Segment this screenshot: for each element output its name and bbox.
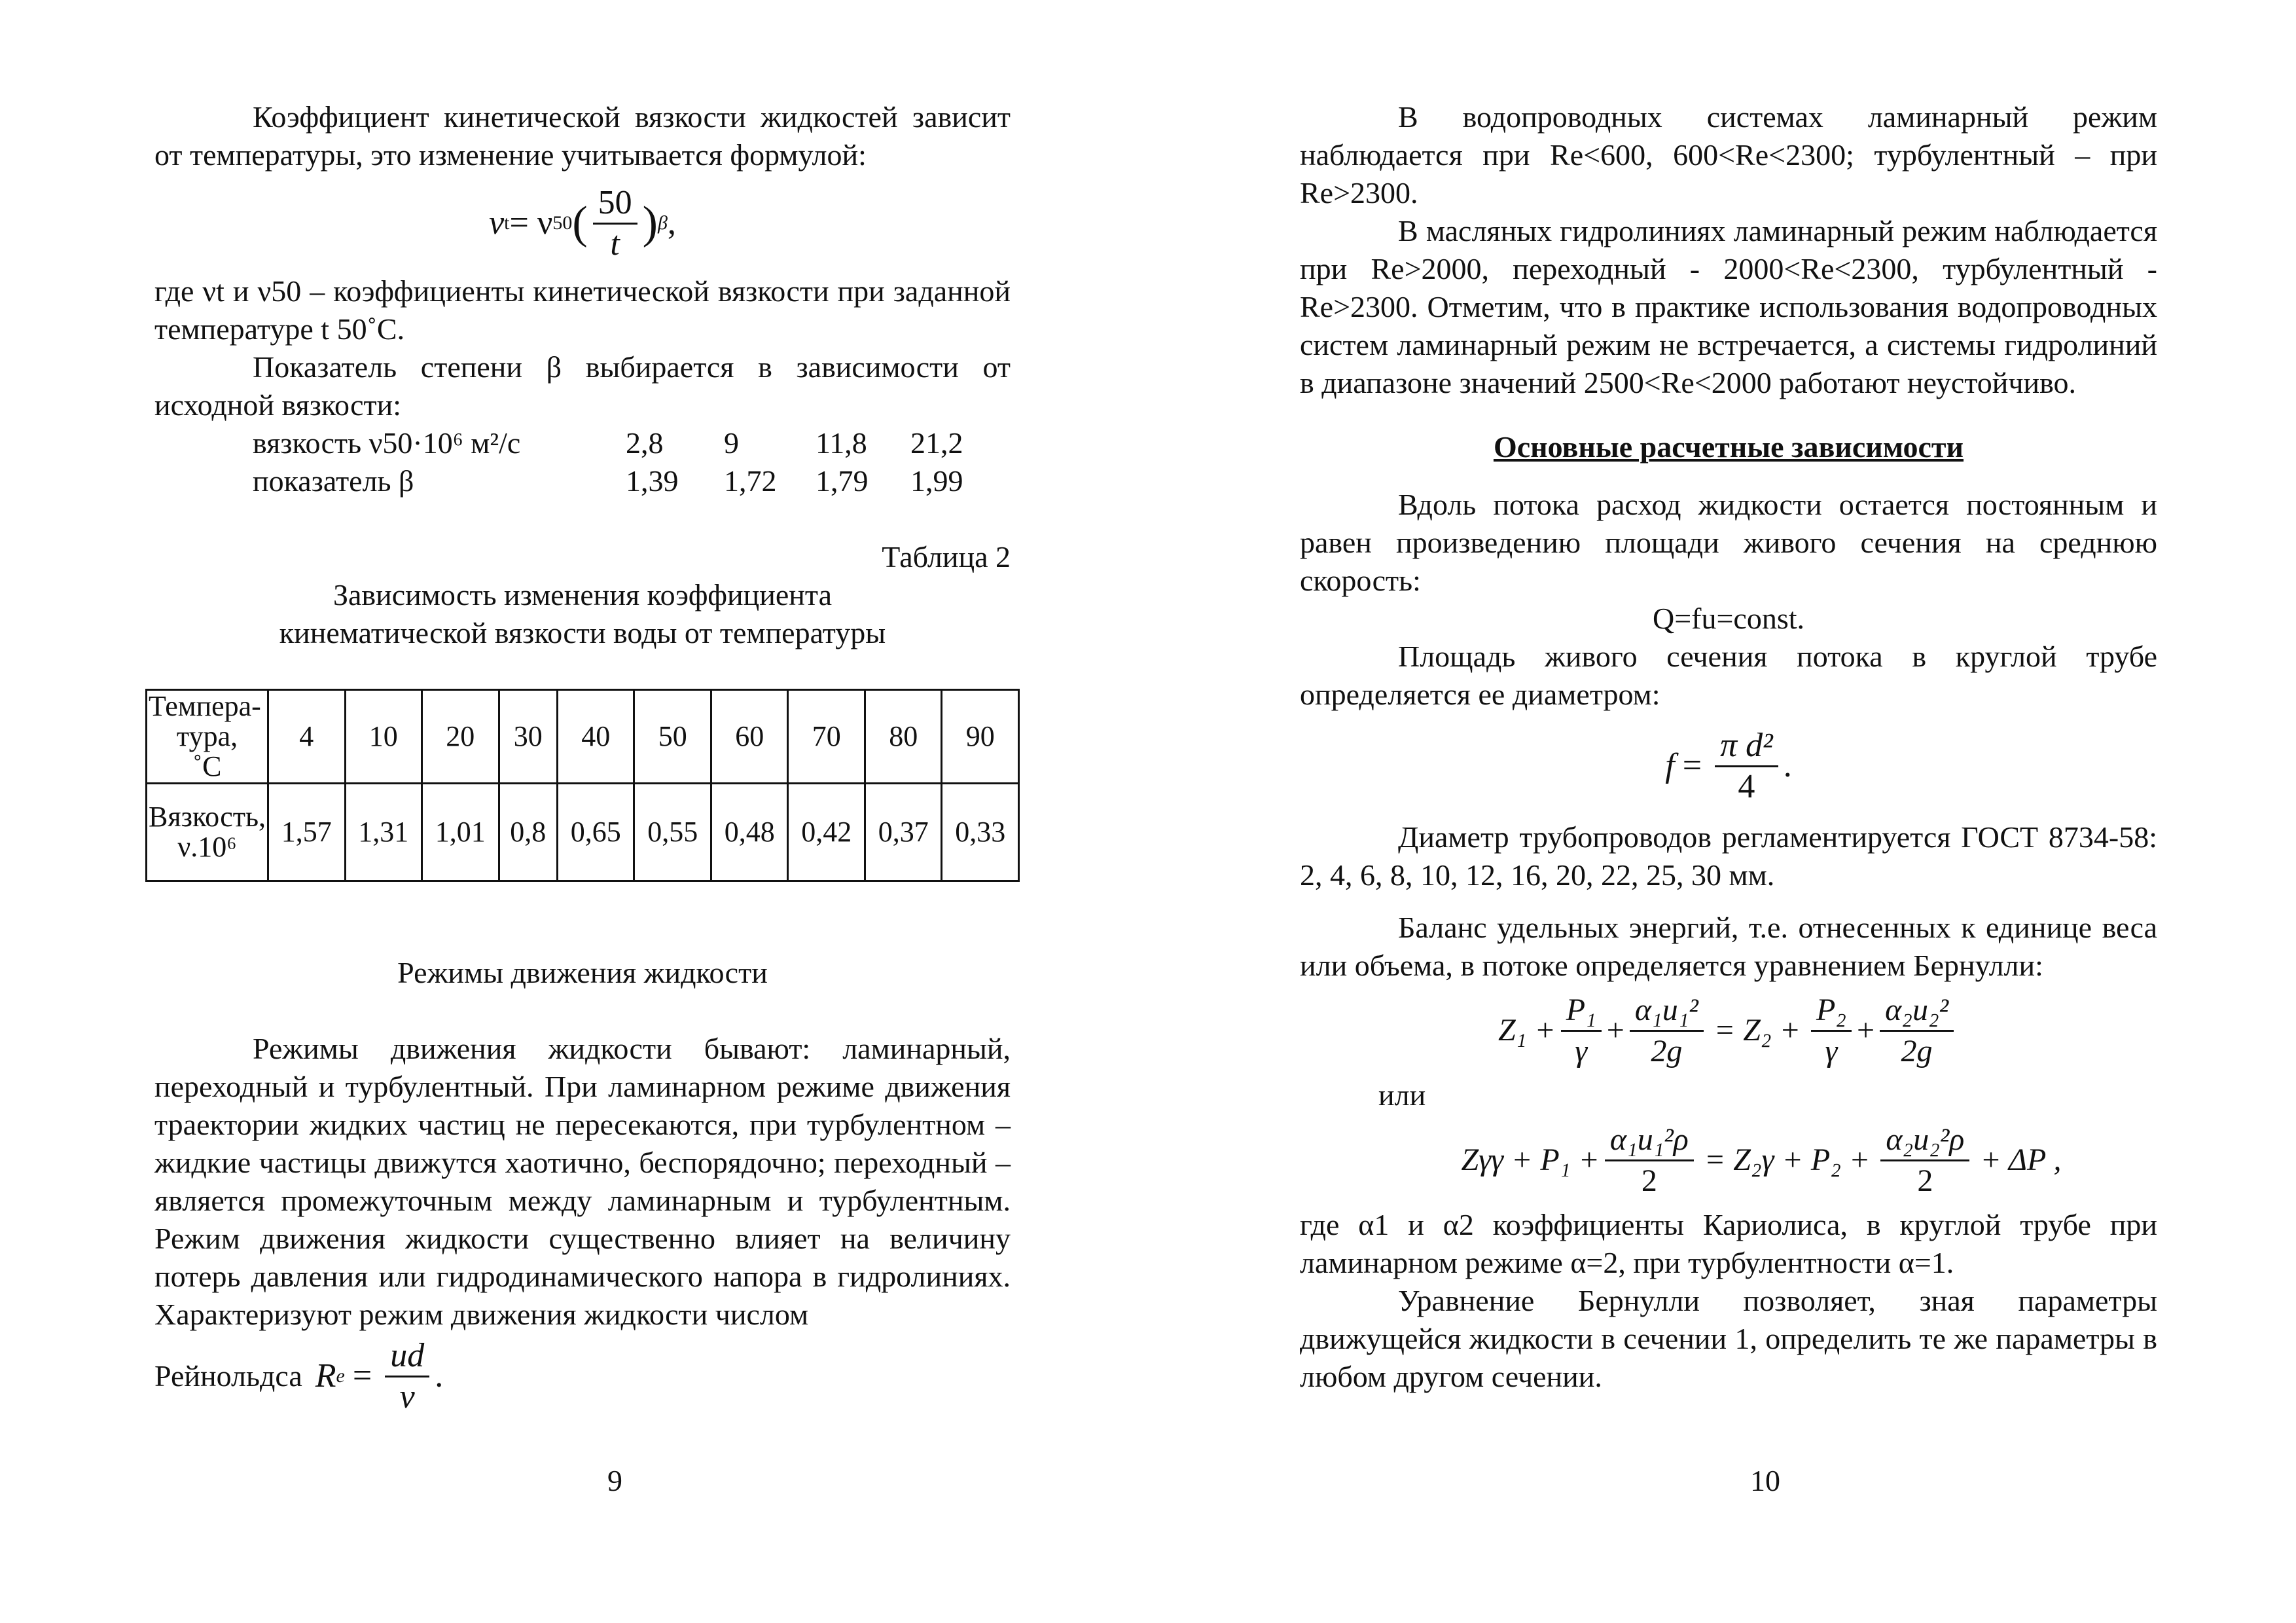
paragraph-water-systems: В водопроводных системах ламинарный режим наблюдается при Re<600, 600<Re<2300; турбулентный – при Re>2300. — [1300, 100, 2157, 210]
paragraph-gost: Диаметр трубопроводов регламентируется ГОСТ 8734-58: 2, 4, 6, 8, 10, 12, 16, 20, 22, 25, 30 мм. — [1300, 820, 2157, 892]
formula-nu: ν — [489, 204, 505, 242]
formula-sub-50: 50 — [552, 212, 573, 234]
formula-flow: Q=fu=const. — [1652, 602, 1805, 635]
table-header-temperature: Темпера- тура, ˚С — [147, 690, 268, 784]
viscosity-value: 2,8 — [626, 426, 664, 460]
viscosity-value: 9 — [724, 426, 739, 460]
right-column — [1300, 98, 2157, 1396]
page-number-right: 10 — [1750, 1464, 1780, 1497]
beta-row — [154, 462, 1011, 500]
area-fraction: $\frac{\text{π d²}}{4}$ — [1715, 726, 1778, 807]
table-cell: 0,8 — [499, 784, 557, 881]
viscosity-label: вязкость ν50·10⁶ м²/с — [253, 426, 521, 460]
beta-value: 1,99 — [910, 464, 963, 498]
table-cell: 1,01 — [422, 784, 499, 881]
viscosity-table — [145, 689, 1020, 882]
table-row — [147, 690, 1019, 784]
bernoulli-formula-2: Zγγ + P₁ + $\frac{\text{α₁u₁²ρ}}{2}$ = Z₂γ + P₂ + $\frac{\text{α₂u₂²ρ}}{2}$ + ΔP , — [1300, 1114, 2157, 1206]
viscosity-row — [154, 424, 1011, 462]
paragraph-coriolis: где α1 и α2 коэффициенты Кариолиса, в круглой трубе при ламинарном режиме α=2, при турбулентности α=1. — [1300, 1208, 2157, 1279]
beta-value: 1,72 — [724, 464, 777, 498]
table-cell: 50 — [634, 690, 711, 784]
table-cell: 90 — [942, 690, 1019, 784]
heading-main-dependencies: Основные расчетные зависимости — [1493, 430, 1964, 464]
paragraph-where: где νt и ν50 – коэффициенты кинетической вязкости при заданной температуре t 50˚С. — [154, 274, 1011, 346]
table-row — [147, 784, 1019, 881]
table-cell: 30 — [499, 690, 557, 784]
table-cell: 0,42 — [788, 784, 865, 881]
formula-fraction — [593, 183, 637, 264]
reynolds-formula: R e = $\frac{ud}{\nu}$ . — [315, 1336, 444, 1415]
table-cell: 0,48 — [711, 784, 788, 881]
viscosity-formula: ν t = ν 50 ( $\frac{50}{t}$ ) β , — [489, 183, 676, 263]
table-cell: 4 — [268, 690, 346, 784]
table-cell: 0,33 — [942, 784, 1019, 881]
bernoulli-formula-1: Z₁ + $\frac{\text{P₁}}{\gamma}$ + $\frac{\text{α₁u₁²}}{2g}$ = Z₂ + $\frac{\text{P₂}}{\gamma}$ + $\frac{\text{α₂u₂²}}{2g}$ — [1300, 985, 2157, 1076]
reynolds-word: Рейнольдса — [154, 1359, 302, 1393]
table-header-viscosity: Вязкость, ν.10⁶ — [147, 784, 268, 881]
formula-tail: , — [667, 204, 676, 242]
table-cell: 60 — [711, 690, 788, 784]
paragraph-energy-balance: Баланс удельных энергий, т.е. отнесенных к единице веса или объема, в потоке определяется уравнением Бернулли: — [1300, 911, 2157, 982]
reynolds-line — [154, 1334, 1011, 1419]
table-cell: 40 — [557, 690, 634, 784]
table-cell: 1,57 — [268, 784, 346, 881]
table-cell: 0,65 — [557, 784, 634, 881]
table-cell: 10 — [345, 690, 422, 784]
formula-power: β — [657, 212, 668, 234]
word-or: или — [1378, 1078, 1426, 1112]
paragraph-area: Площадь живого сечения потока в круглой трубе определяется ее диаметром: — [1300, 640, 2157, 711]
section-title-regimes: Режимы движения жидкости — [397, 956, 768, 989]
beta-value: 1,39 — [626, 464, 679, 498]
formula-sub-t: t — [504, 212, 510, 234]
viscosity-value: 11,8 — [816, 426, 867, 460]
page-number-left: 9 — [607, 1464, 622, 1497]
table-cell: 0,37 — [865, 784, 942, 881]
right-page — [1148, 0, 2296, 1623]
paragraph-flow-rate: Вдоль потока расход жидкости остается постоянным и равен произведению площади живого сечения на среднюю скорость: — [1300, 488, 2157, 597]
table-cell: 1,31 — [345, 784, 422, 881]
fraction-numerator: 50 — [593, 183, 637, 225]
paragraph-regimes: Режимы движения жидкости бывают: ламинарный, переходный и турбулентный. При ламинарном режиме движения траектории жидких частиц не пересекаются, при турбулентном – жидкие частицы движутся хаотично, беспорядочно; переходный – является промежуточным между ламинарным и турбулентным. Режим движения жидкости существенно влияет на величину потерь давления или гидродинамического напора в гидролиниях. Характеризуют режим движения жидкости числом — [154, 1032, 1011, 1331]
viscosity-value: 21,2 — [910, 426, 963, 460]
formula-eq: = ν — [509, 204, 553, 242]
fraction-denominator: t — [610, 225, 620, 263]
paragraph-viscosity-intro: Коэффициент кинетической вязкости жидкостей зависит от температуры, это изменение учитывается формулой: — [154, 100, 1011, 172]
table-caption: Таблица 2 — [882, 540, 1011, 574]
table-title-line2: кинематической вязкости воды от температуры — [279, 616, 886, 649]
paragraph-oil-lines: В масляных гидролиниях ламинарный режим наблюдается при Re>2000, переходный - 2000<Re<2300, турбулентный - Re>2300. Отметим, что в практике использования водопроводных систем ламинарный режим не встречается, а системы гидролиний в диапазоне значений 2500<Re<2000 работают неустойчиво. — [1300, 214, 2157, 399]
beta-label: показатель β — [253, 464, 414, 498]
table-cell: 70 — [788, 690, 865, 784]
table-cell: 20 — [422, 690, 499, 784]
reynolds-fraction: $\frac{ud}{\nu}$ — [385, 1336, 429, 1417]
paragraph-beta: Показатель степени β выбирается в зависимости от исходной вязкости: — [154, 350, 1011, 422]
area-formula: f = $\frac{\text{π d²}}{4}$ . — [1665, 726, 1792, 805]
table-cell: 80 — [865, 690, 942, 784]
table-title-line1: Зависимость изменения коэффициента — [332, 578, 833, 611]
table-cell: 0,55 — [634, 784, 711, 881]
beta-value: 1,79 — [816, 464, 869, 498]
paragraph-bernoulli-use: Уравнение Бернулли позволяет, зная параметры движущейся жидкости в сечении 1, определить те же параметры в любом другом сечении. — [1300, 1284, 2157, 1393]
left-column — [149, 98, 1011, 1419]
